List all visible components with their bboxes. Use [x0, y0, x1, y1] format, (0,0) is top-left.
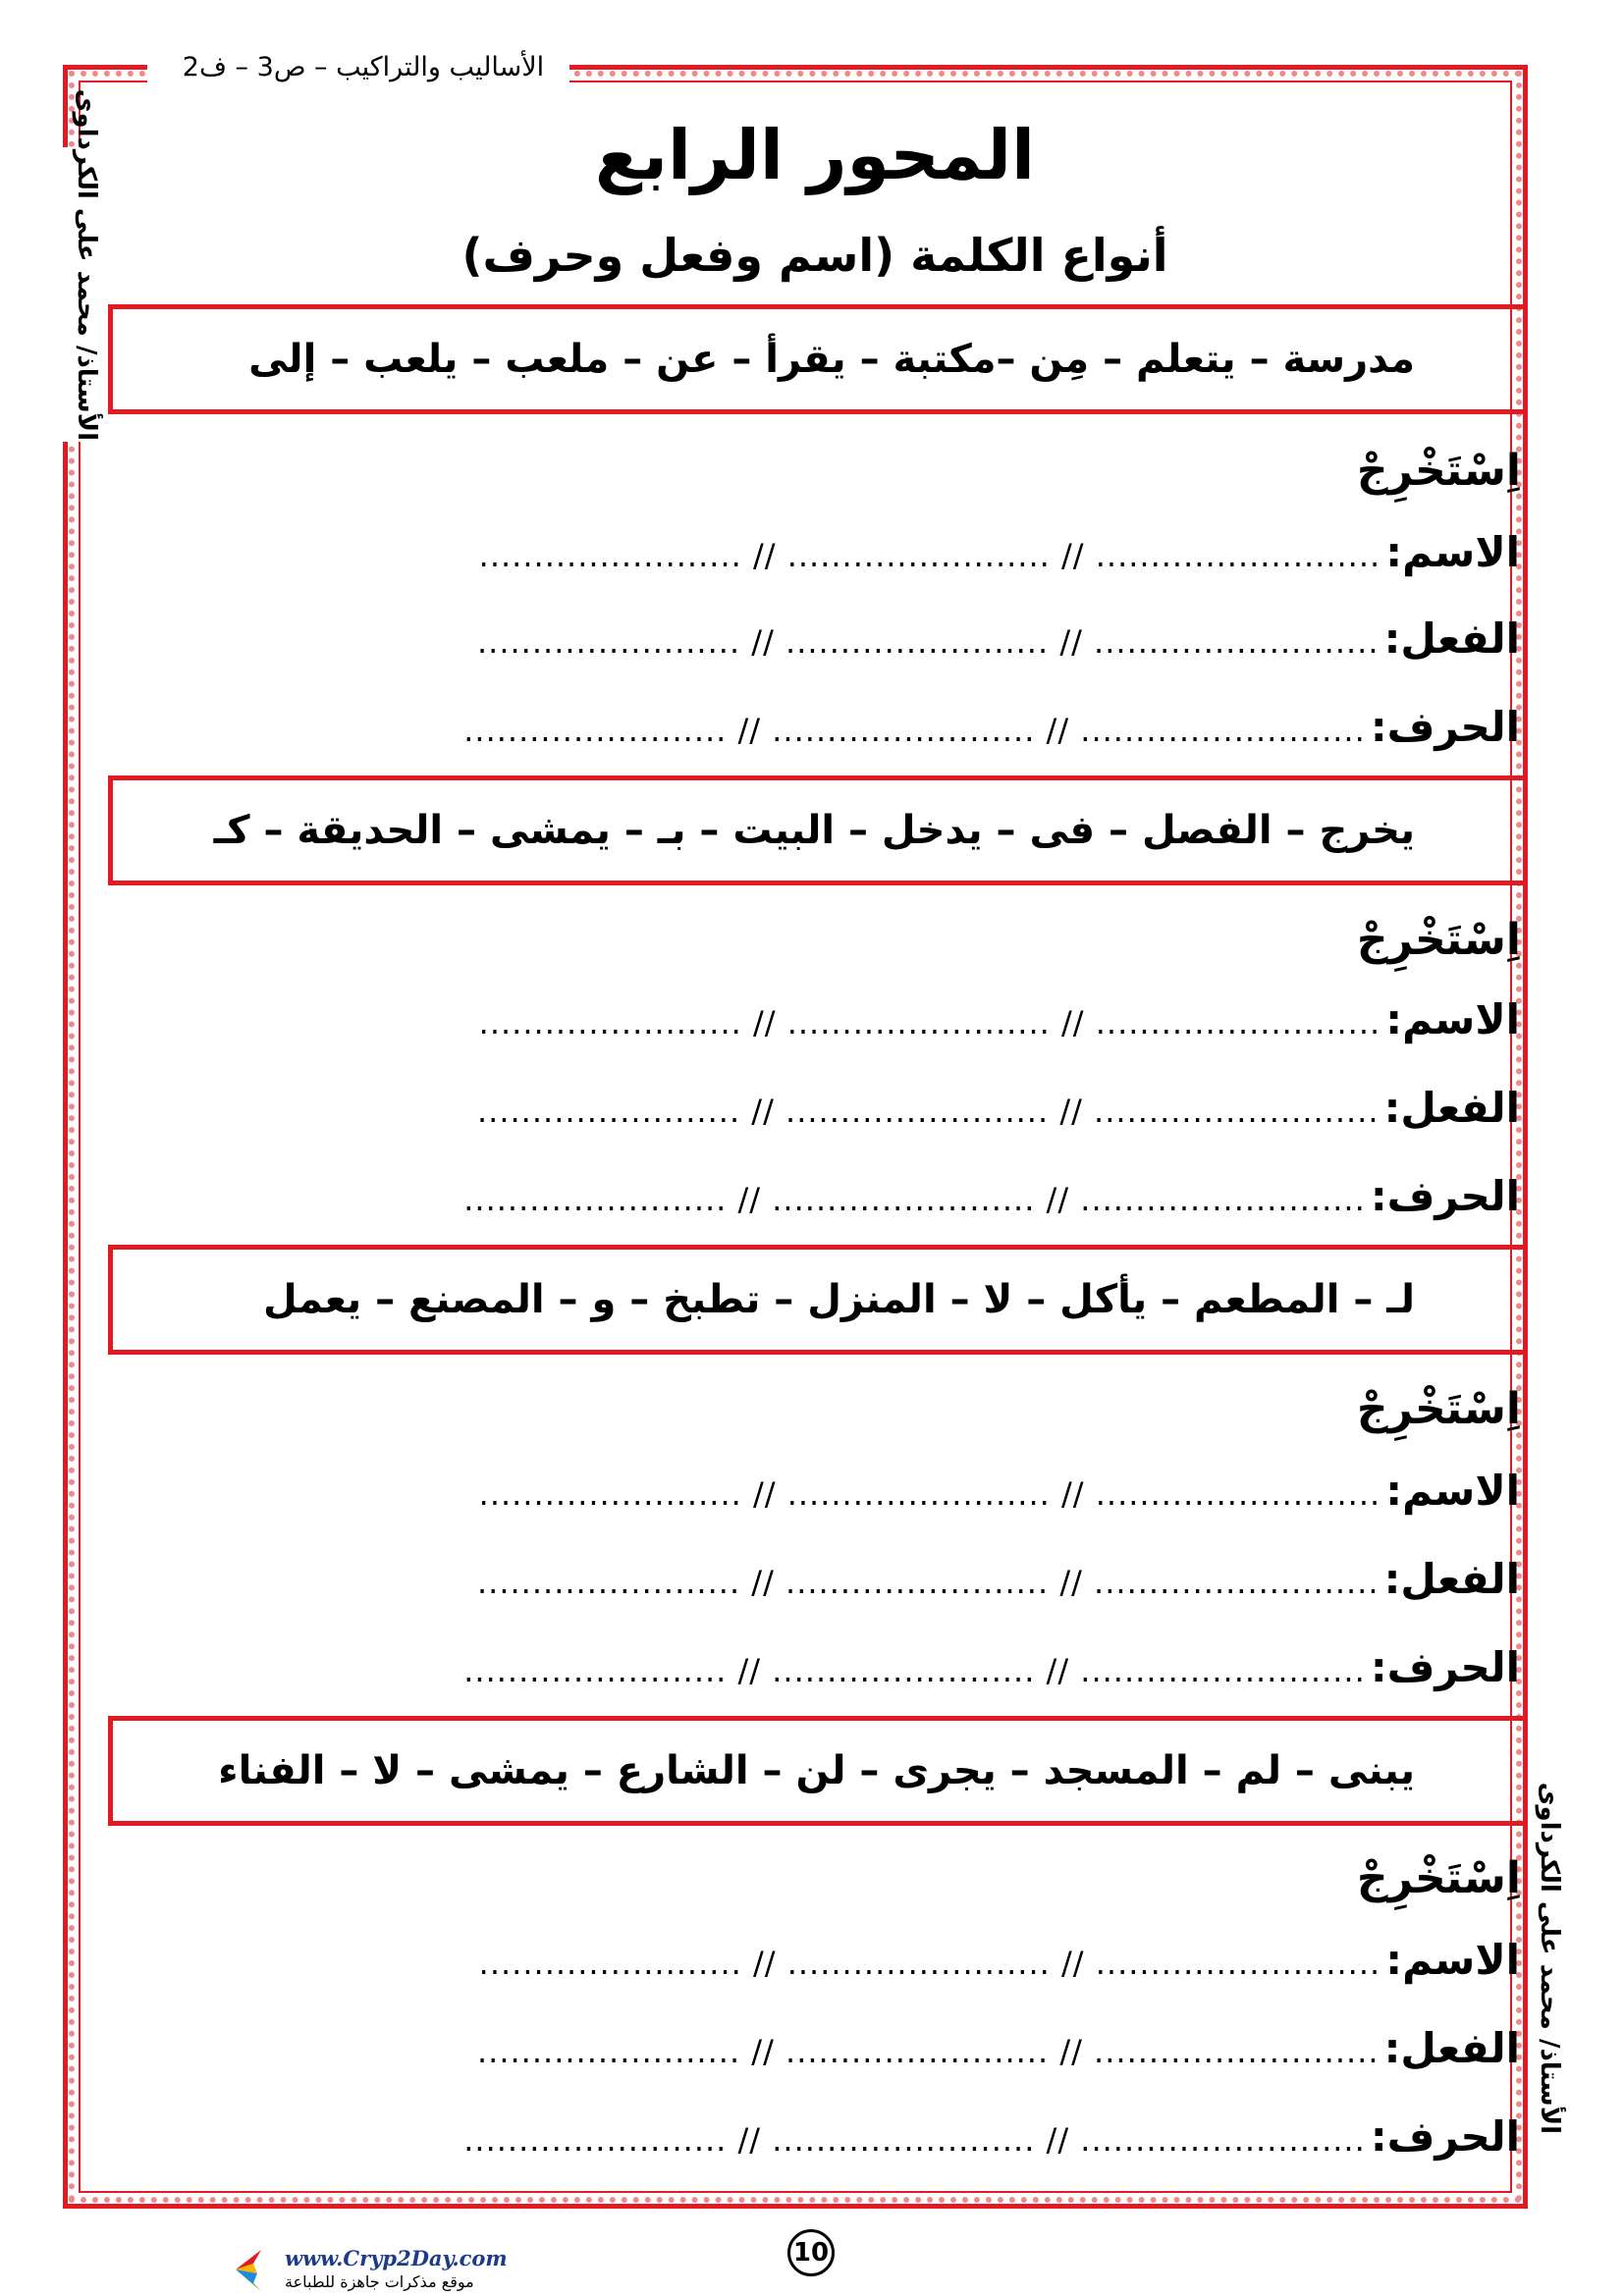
header-label: الأساليب والتراكيب – ص3 – ف2: [182, 52, 545, 82]
exercise-prompt: اِسْتَخْرِجْ: [1356, 915, 1521, 965]
noun-label: الاسم:: [1385, 1936, 1520, 1984]
particle-blanks[interactable]: .......................... // ........................ // ........................: [463, 2121, 1366, 2159]
particle-blanks[interactable]: .......................... // ........................ // ........................: [463, 712, 1366, 749]
word-box: يخرج – الفصل – فى – يدخل – البيت – بـ – يمشى – الحديقة – كـ: [108, 775, 1528, 885]
particle-blanks[interactable]: .......................... // ........................ // ........................: [463, 1181, 1366, 1218]
verb-blanks[interactable]: .......................... // ........................ // ........................: [476, 2033, 1380, 2070]
particle-label: الحرف:: [1370, 1172, 1520, 1220]
verb-label: الفعل:: [1383, 1555, 1520, 1603]
answer-row-particle: [275, 2107, 1520, 2167]
particle-blanks[interactable]: .......................... // ........................ // ........................: [463, 1652, 1366, 1689]
answer-row-verb: [275, 1549, 1520, 1610]
noun-label: الاسم:: [1385, 995, 1520, 1043]
page-subtitle: أنواع الكلمة (اسم وفعل وحرف): [461, 229, 1168, 282]
site-url-link[interactable]: www.Cryp2Day.com: [285, 2246, 508, 2270]
answer-row-noun: [275, 989, 1520, 1050]
verb-blanks[interactable]: .......................... // ........................ // ........................: [476, 1093, 1380, 1130]
exercise-prompt: اِسْتَخْرِجْ: [1356, 1384, 1521, 1434]
word-box: مدرسة – يتعلم – مِن –مكتبة – يقرأ – عن – ملعب – يلعب – إلى: [108, 304, 1528, 414]
exercise-prompt: اِسْتَخْرِجْ: [1356, 446, 1521, 496]
answer-row-noun: [275, 1461, 1520, 1522]
page-title: المحور الرابع: [594, 115, 1036, 195]
exercise-prompt: اِسْتَخْرِجْ: [1356, 1853, 1521, 1903]
verb-label: الفعل:: [1383, 2024, 1520, 2072]
word-box: يبنى – لم – المسجد – يجرى – لن – الشارع – يمشى – لا – الفناء: [108, 1716, 1528, 1826]
answer-row-noun: [275, 522, 1520, 583]
teacher-credit-bottom: الأستاذ/ محمد على الكرداوى: [1535, 1782, 1564, 2134]
teacher-credit-top: الأستاذ/ محمد على الكرداوى: [72, 88, 101, 441]
noun-label: الاسم:: [1385, 528, 1520, 576]
site-logo-icon: [232, 2246, 281, 2293]
answer-row-particle: [275, 1637, 1520, 1698]
answer-row-verb: [275, 1078, 1520, 1139]
answer-row-noun: [275, 1930, 1520, 1991]
particle-label: الحرف:: [1370, 1643, 1520, 1691]
noun-blanks[interactable]: .......................... // ........................ // ........................: [478, 537, 1381, 574]
word-box: لـ – المطعم – يأكل – لا – المنزل – تطبخ – و – المصنع – يعمل: [108, 1245, 1528, 1355]
noun-blanks[interactable]: .......................... // ........................ // ........................: [478, 1475, 1381, 1513]
noun-label: الاسم:: [1385, 1467, 1520, 1515]
page-number: 10: [787, 2229, 835, 2276]
verb-label: الفعل:: [1383, 614, 1520, 663]
answer-row-particle: [275, 1166, 1520, 1227]
verb-blanks[interactable]: .......................... // ........................ // ........................: [476, 1564, 1380, 1601]
answer-row-verb: [275, 609, 1520, 669]
particle-label: الحرف:: [1370, 2112, 1520, 2161]
verb-label: الفعل:: [1383, 1084, 1520, 1132]
particle-label: الحرف:: [1370, 703, 1520, 751]
answer-row-particle: [275, 697, 1520, 758]
site-tagline: موقع مذكرات جاهزة للطباعة: [285, 2272, 474, 2291]
noun-blanks[interactable]: .......................... // ........................ // ........................: [478, 1004, 1381, 1041]
answer-row-verb: [275, 2018, 1520, 2079]
noun-blanks[interactable]: .......................... // ........................ // ........................: [478, 1945, 1381, 1982]
verb-blanks[interactable]: .......................... // ........................ // ........................: [476, 623, 1380, 661]
